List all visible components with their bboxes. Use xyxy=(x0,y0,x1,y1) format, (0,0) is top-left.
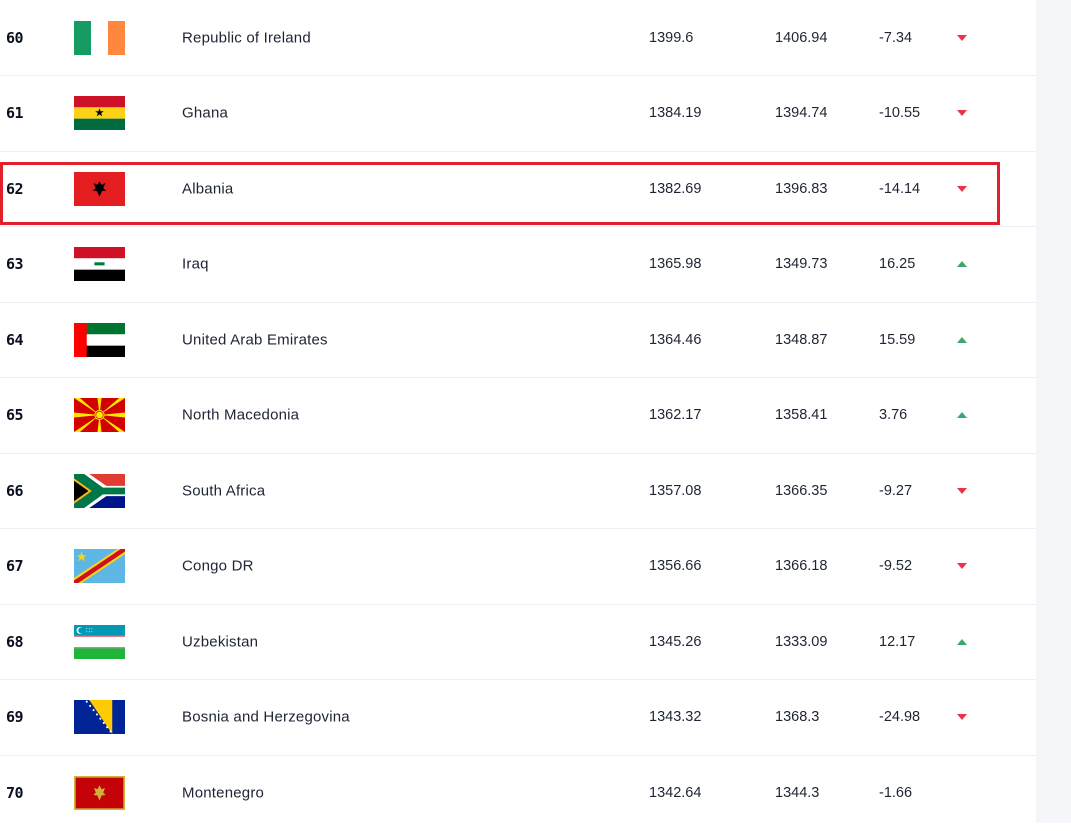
country-name[interactable]: Montenegro xyxy=(182,785,264,802)
table-row[interactable] xyxy=(0,605,1036,681)
points-change: -9.27 xyxy=(879,483,912,499)
table-row[interactable] xyxy=(0,454,1036,530)
previous-points: 1396.83 xyxy=(775,181,827,197)
rank-cell: 69 xyxy=(6,708,23,726)
trend-down-icon xyxy=(957,563,967,569)
table-row[interactable] xyxy=(0,0,1036,76)
points-change: -14.14 xyxy=(879,181,920,197)
total-points: 1399.6 xyxy=(649,30,693,46)
total-points: 1382.69 xyxy=(649,181,701,197)
ireland-flag-icon xyxy=(74,21,125,55)
rank-cell: 70 xyxy=(6,784,23,802)
previous-points: 1394.74 xyxy=(775,105,827,121)
previous-points: 1349.73 xyxy=(775,256,827,272)
points-change: -9.52 xyxy=(879,558,912,574)
table-row[interactable] xyxy=(0,756,1036,831)
total-points: 1357.08 xyxy=(649,483,701,499)
table-row[interactable] xyxy=(0,152,1036,228)
trend-down-icon xyxy=(957,35,967,41)
country-name[interactable]: Republic of Ireland xyxy=(182,29,311,46)
total-points: 1362.17 xyxy=(649,407,701,423)
table-row[interactable] xyxy=(0,76,1036,152)
previous-points: 1406.94 xyxy=(775,30,827,46)
total-points: 1384.19 xyxy=(649,105,701,121)
uae-flag-icon xyxy=(74,323,125,357)
country-name[interactable]: North Macedonia xyxy=(182,407,299,424)
country-name[interactable]: Albania xyxy=(182,180,233,197)
trend-up-icon xyxy=(957,337,967,343)
country-name[interactable]: South Africa xyxy=(182,482,265,499)
previous-points: 1344.3 xyxy=(775,785,819,801)
table-row[interactable] xyxy=(0,378,1036,454)
country-name[interactable]: United Arab Emirates xyxy=(182,331,328,348)
rank-cell: 63 xyxy=(6,255,23,273)
points-change: 16.25 xyxy=(879,256,915,272)
rank-cell: 68 xyxy=(6,633,23,651)
country-name[interactable]: Congo DR xyxy=(182,558,254,575)
trend-down-icon xyxy=(957,186,967,192)
north-macedonia-flag-icon xyxy=(74,398,125,432)
table-row[interactable] xyxy=(0,529,1036,605)
points-change: -10.55 xyxy=(879,105,920,121)
montenegro-flag-icon xyxy=(74,776,125,810)
table-row[interactable] xyxy=(0,303,1036,379)
points-change: 12.17 xyxy=(879,634,915,650)
country-name[interactable]: Iraq xyxy=(182,256,209,273)
trend-down-icon xyxy=(957,110,967,116)
country-name[interactable]: Bosnia and Herzegovina xyxy=(182,709,350,726)
previous-points: 1368.3 xyxy=(775,709,819,725)
table-row[interactable] xyxy=(0,680,1036,756)
previous-points: 1333.09 xyxy=(775,634,827,650)
congo-dr-flag-icon xyxy=(74,549,125,583)
iraq-flag-icon xyxy=(74,247,125,281)
bosnia-flag-icon xyxy=(74,700,125,734)
trend-up-icon xyxy=(957,261,967,267)
total-points: 1364.46 xyxy=(649,332,701,348)
rank-cell: 65 xyxy=(6,406,23,424)
previous-points: 1348.87 xyxy=(775,332,827,348)
total-points: 1356.66 xyxy=(649,558,701,574)
rank-cell: 60 xyxy=(6,29,23,47)
south-africa-flag-icon xyxy=(74,474,125,508)
total-points: 1345.26 xyxy=(649,634,701,650)
points-change: -7.34 xyxy=(879,30,912,46)
trend-up-icon xyxy=(957,412,967,418)
points-change: -1.66 xyxy=(879,785,912,801)
previous-points: 1358.41 xyxy=(775,407,827,423)
trend-down-icon xyxy=(957,714,967,720)
rank-cell: 61 xyxy=(6,104,23,122)
rank-cell: 67 xyxy=(6,557,23,575)
points-change: 15.59 xyxy=(879,332,915,348)
country-name[interactable]: Uzbekistan xyxy=(182,633,258,650)
points-change: 3.76 xyxy=(879,407,907,423)
albania-flag-icon xyxy=(74,172,125,206)
rank-cell: 66 xyxy=(6,482,23,500)
country-name[interactable]: Ghana xyxy=(182,105,228,122)
trend-up-icon xyxy=(957,639,967,645)
table-row[interactable] xyxy=(0,227,1036,303)
rank-cell: 62 xyxy=(6,180,23,198)
previous-points: 1366.18 xyxy=(775,558,827,574)
previous-points: 1366.35 xyxy=(775,483,827,499)
right-gutter xyxy=(1036,0,1071,823)
trend-down-icon xyxy=(957,488,967,494)
points-change: -24.98 xyxy=(879,709,920,725)
total-points: 1342.64 xyxy=(649,785,701,801)
total-points: 1343.32 xyxy=(649,709,701,725)
uzbekistan-flag-icon xyxy=(74,625,125,659)
ghana-flag-icon xyxy=(74,96,125,130)
total-points: 1365.98 xyxy=(649,256,701,272)
rank-cell: 64 xyxy=(6,331,23,349)
